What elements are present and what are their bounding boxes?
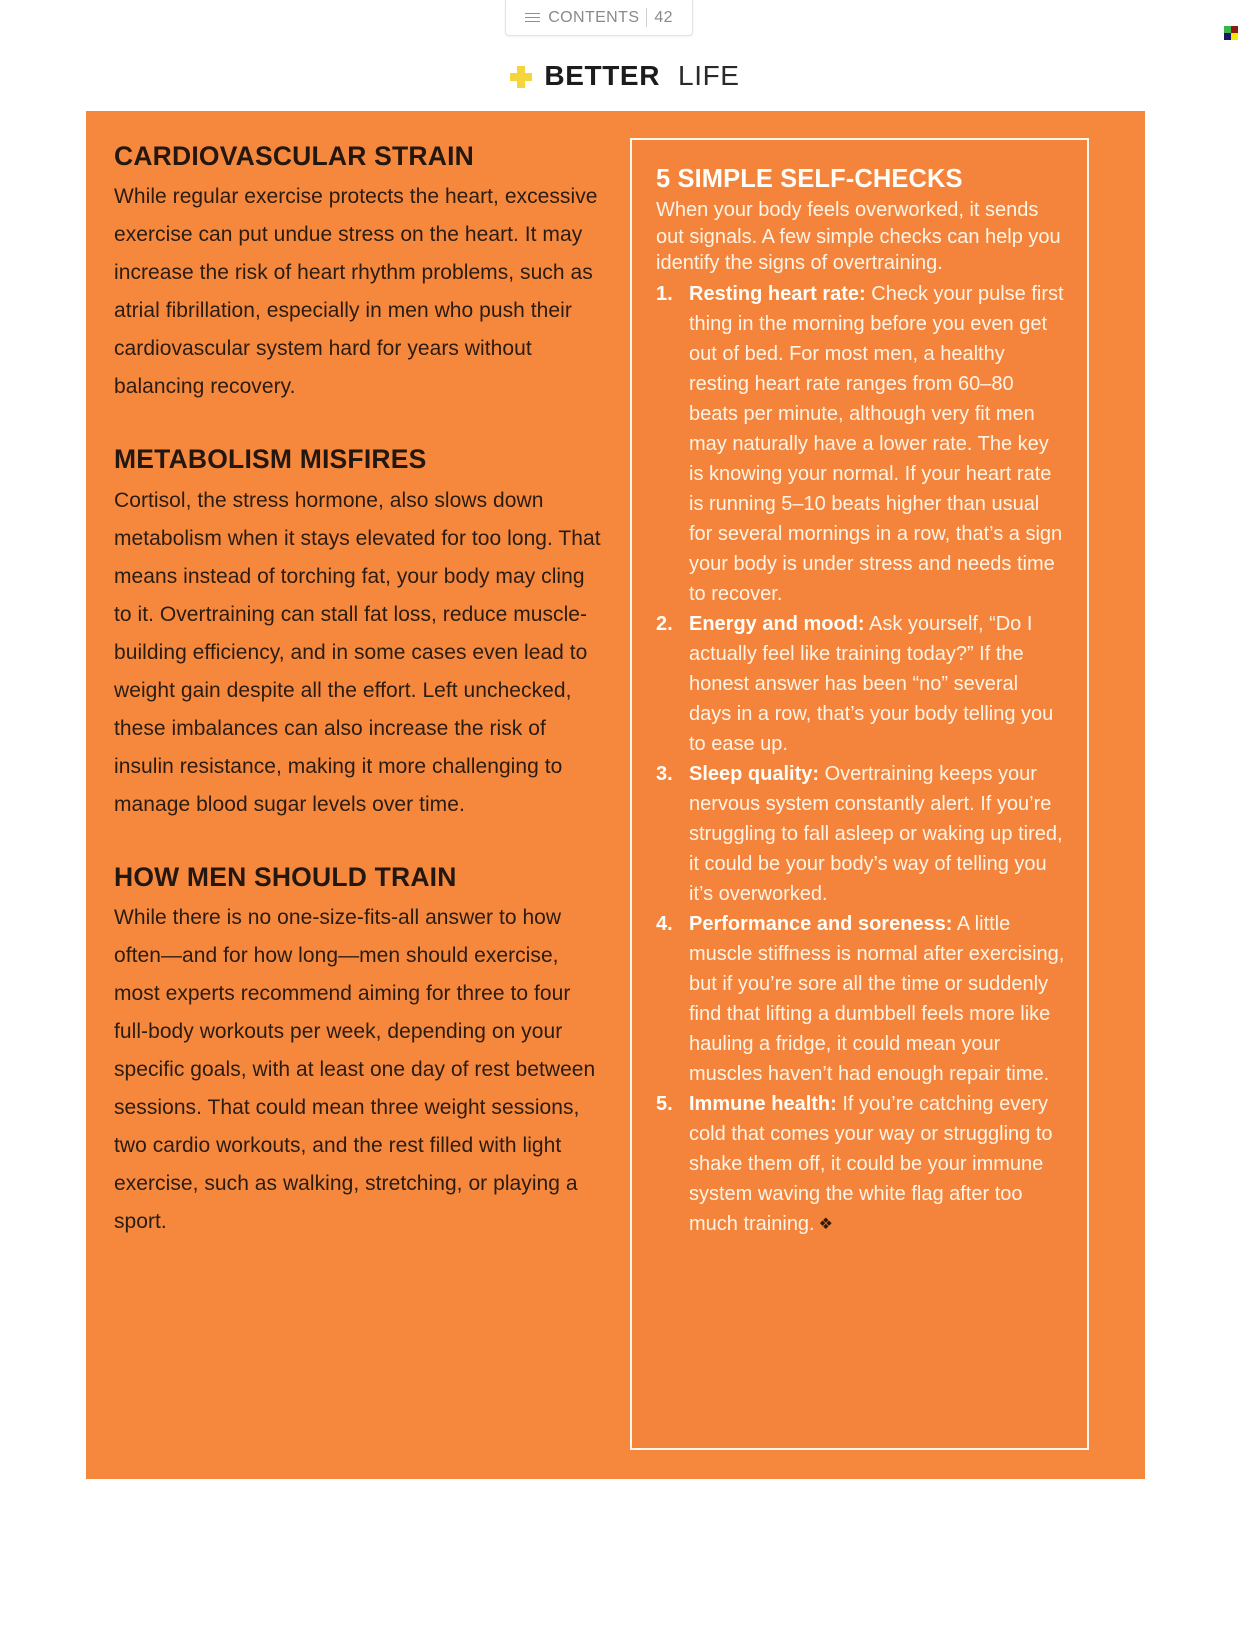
reg-swatch-green xyxy=(1224,26,1231,33)
self-check-text: If you’re catching every cold that comes your way or struggling to shake them off, it could be your immune system waving the white flag after too much training. xyxy=(689,1092,1053,1235)
section-heading-cardiovascular-strain: CARDIOVASCULAR STRAIN xyxy=(114,141,474,171)
page-number: 42 xyxy=(654,8,673,26)
self-checks-box xyxy=(630,138,1089,1450)
self-check-text: Check your pulse first thing in the morning before you even get out of bed. For most men, a healthy resting heart rate ranges from 60–80 beats per minute, although very fit men may naturally have a lower rate. The key is knowing your normal. If your heart rate is running 5–10 beats higher than usual for several mornings in a row, that’s a sign your body is under stress and needs time to recover. xyxy=(689,282,1064,605)
self-checks-title: 5 SIMPLE SELF-CHECKS xyxy=(656,165,963,193)
self-check-term: Performance and soreness: xyxy=(689,912,953,935)
reg-swatch-blue xyxy=(1224,33,1231,40)
article-panel xyxy=(86,111,1145,1479)
self-check-term: Resting heart rate: xyxy=(689,282,866,305)
pill-divider xyxy=(646,8,647,27)
color-registration-mark xyxy=(1224,26,1238,40)
self-check-term: Immune health: xyxy=(689,1092,837,1115)
reg-swatch-yellow xyxy=(1231,33,1238,40)
plus-icon xyxy=(510,66,532,88)
self-checks-list xyxy=(656,279,1065,1239)
contents-label: CONTENTS xyxy=(548,8,640,26)
article-column xyxy=(86,111,613,1479)
self-check-item xyxy=(656,909,1065,1089)
self-check-term: Sleep quality: xyxy=(689,762,820,785)
self-check-item xyxy=(656,1089,1065,1239)
section-body-metabolism-misfires: Cortisol, the stress hormone, also slows down metabolism when it stays elevated for too long. That means instead of torching fat, your body may cling to it. Overtraining can stall fat loss, reduce muscle-building efficiency, and in some cases even lead to weight gain despite all the effort. Left unchecked, these imbalances can also increase the risk of insulin resistance, making it more challenging to manage blood sugar levels over time. xyxy=(114,488,601,816)
section-body-how-men-should-train: While there is no one-size-fits-all answer to how often—and for how long—men should exercise, most experts recommend aiming for three to four full-body workouts per week, depending on your specific goals, with at least one day of rest between sessions. That could mean three weight sessions, two cardio workouts, and the rest filled with light exercise, such as walking, stretching, or playing a sport. xyxy=(114,905,596,1233)
reg-swatch-red xyxy=(1231,26,1238,33)
hamburger-icon xyxy=(525,12,540,24)
section-heading-metabolism-misfires: METABOLISM MISFIRES xyxy=(114,444,427,475)
self-check-text: Overtraining keeps your nervous system constantly alert. If you’re struggling to fall asleep or waking up tired, it could be your body’s way of telling you it’s overworked. xyxy=(689,762,1063,905)
sidebar-column xyxy=(613,111,1145,1479)
self-check-item xyxy=(656,609,1065,759)
self-checks-intro: When your body feels overworked, it sends out signals. A few simple checks can help you identify the signs of overtraining. xyxy=(656,199,1061,275)
masthead xyxy=(0,60,1250,92)
brand-name-light: LIFE xyxy=(678,60,740,91)
section-body-cardiovascular-strain: While regular exercise protects the heart, excessive exercise can put undue stress on the heart. It may increase the risk of heart rhythm problems, such as atrial fibrillation, especially in men who push their cardiovascular system hard for years without balancing recovery. xyxy=(114,185,598,399)
self-check-text: A little muscle stiffness is normal after exercising, but if you’re sore all the time or suddenly find that lifting a dumbbell feels more like hauling a fridge, it could mean your muscles haven’t had enough repair time. xyxy=(689,912,1065,1085)
self-check-item xyxy=(656,279,1065,609)
end-mark-icon: ❖ xyxy=(818,1215,833,1233)
section-heading-how-men-should-train: HOW MEN SHOULD TRAIN xyxy=(114,861,457,892)
contents-pill[interactable] xyxy=(505,0,693,36)
self-check-term: Energy and mood: xyxy=(689,612,865,635)
self-check-item xyxy=(656,759,1065,909)
self-check-text: Ask yourself, “Do I actually feel like training today?” If the honest answer has been “no” several days in a row, that’s your body telling you to ease up. xyxy=(689,612,1054,755)
brand-name-bold: BETTER xyxy=(544,60,661,91)
